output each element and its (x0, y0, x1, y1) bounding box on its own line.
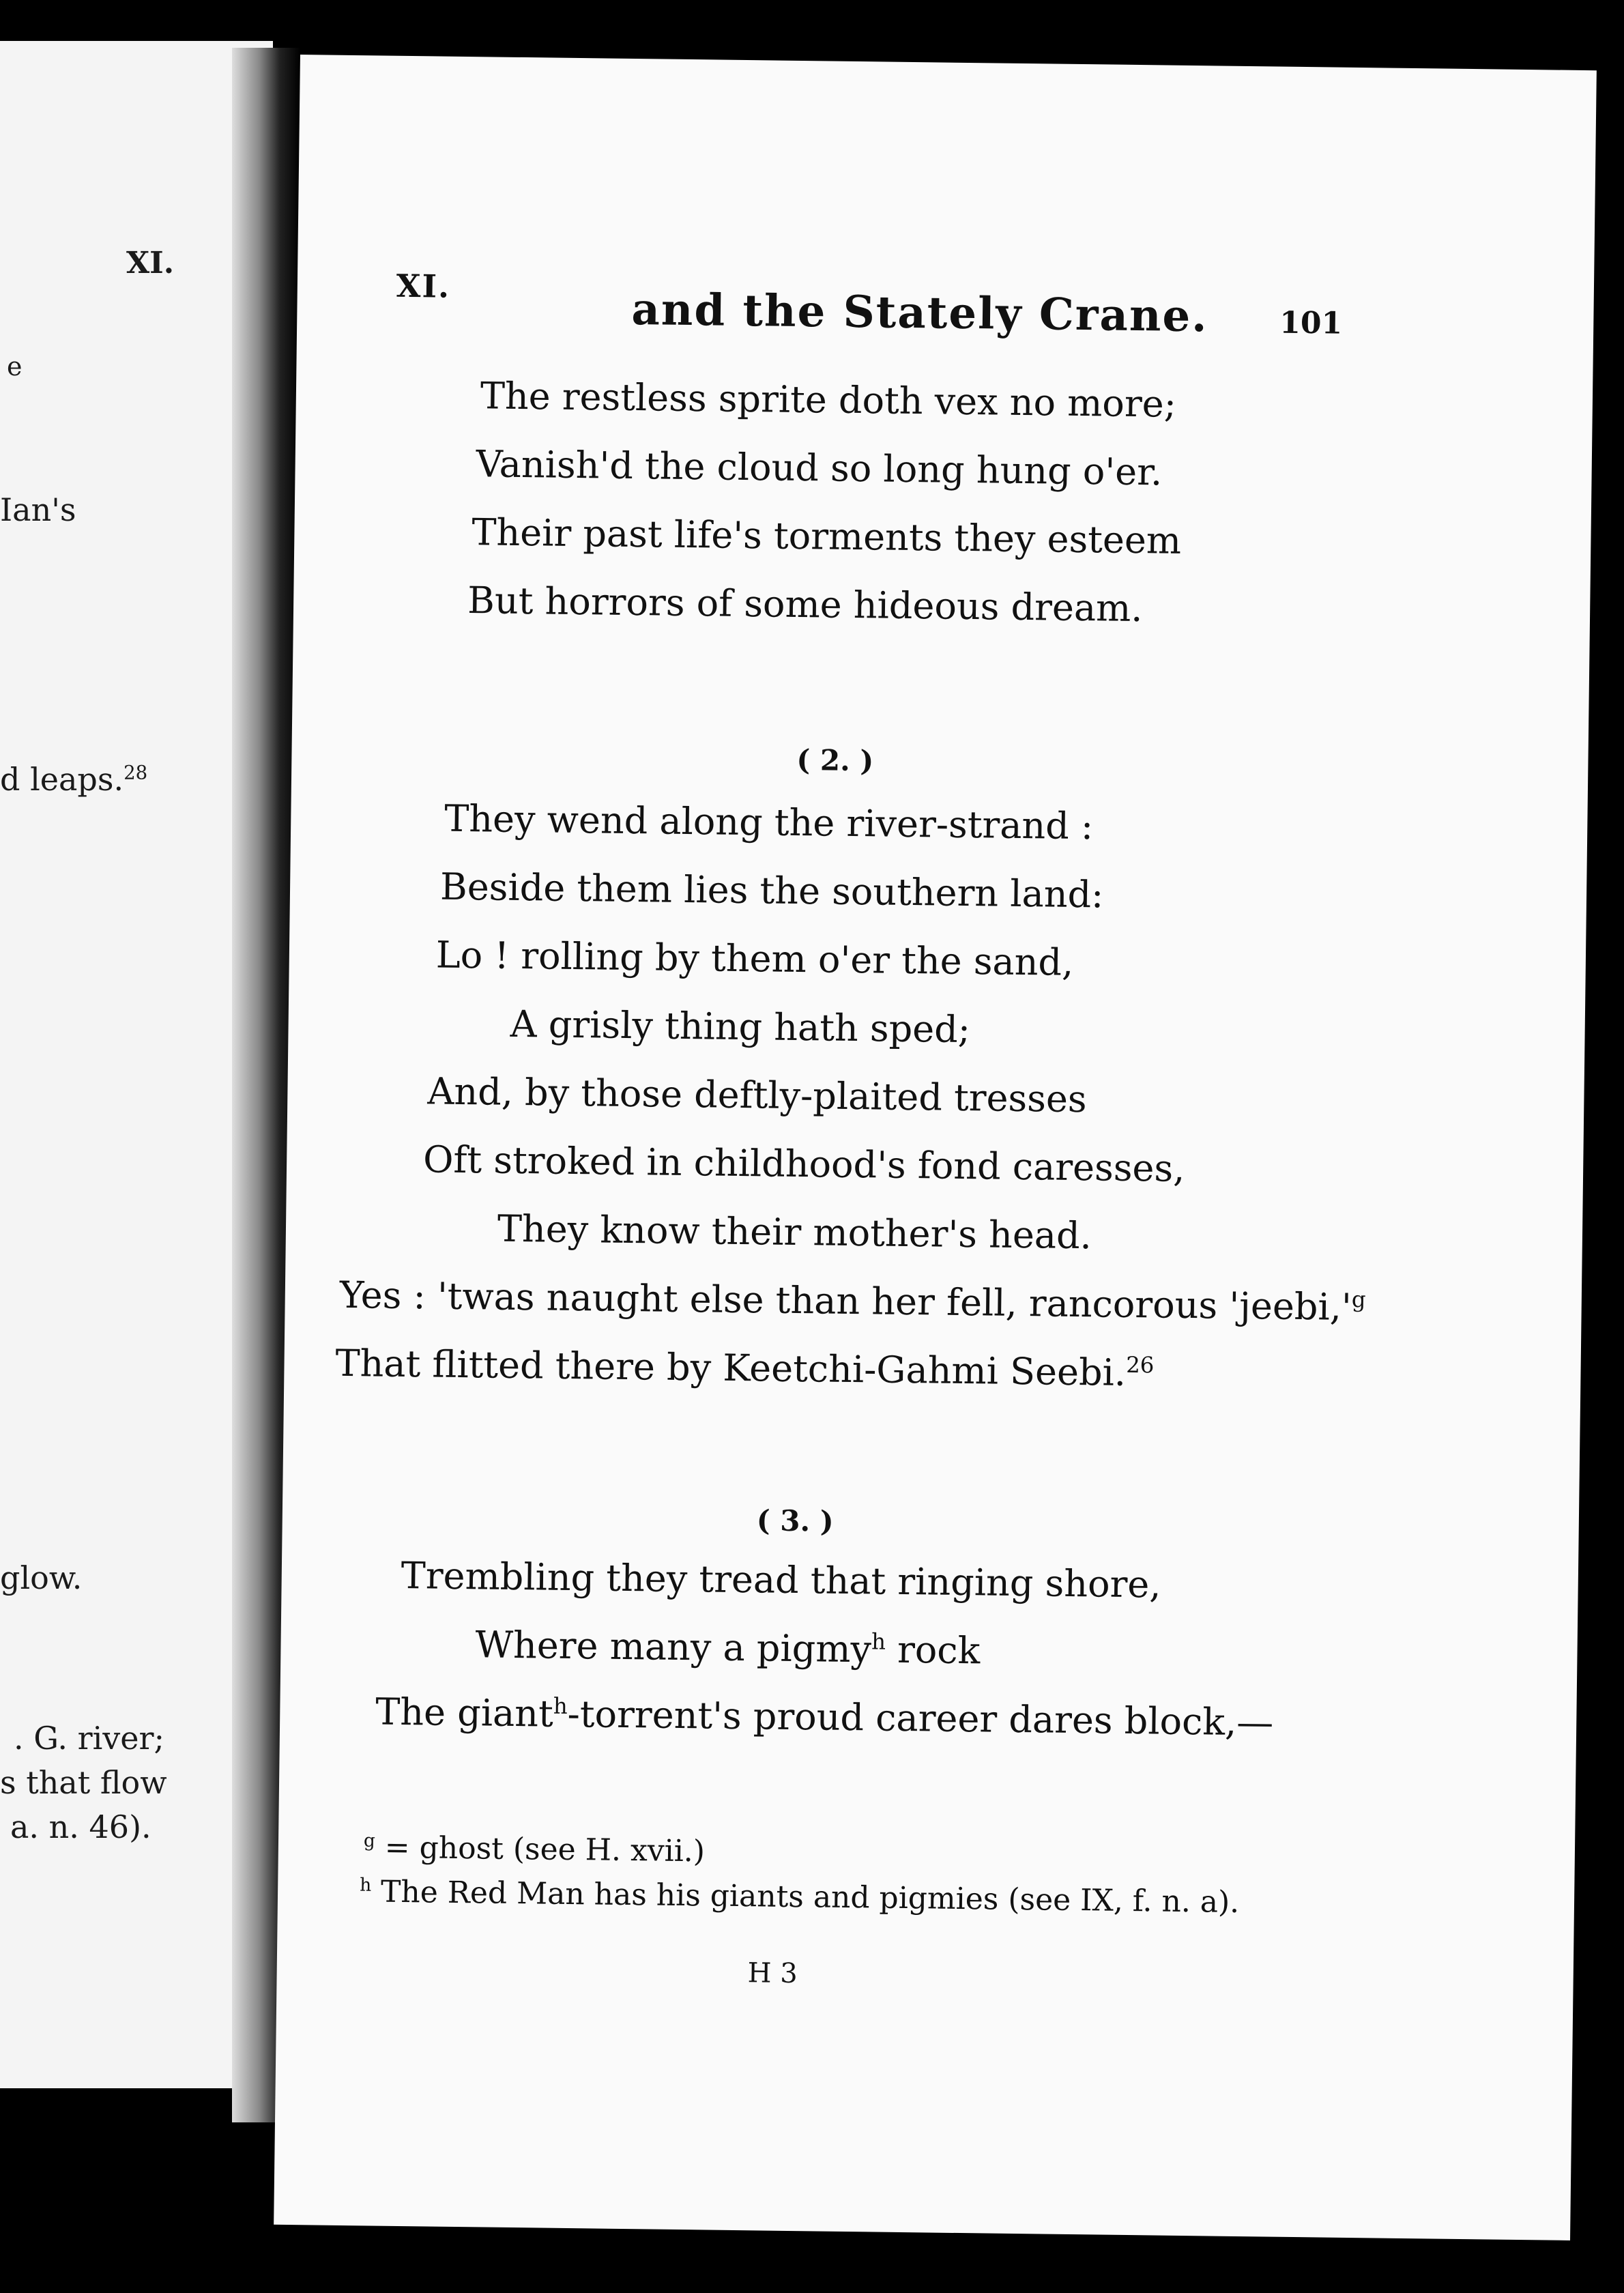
footnote-g (364, 1830, 706, 1869)
verse-line: A grisly thing hath sped; (510, 1002, 971, 1052)
verse-text: Yes : 'twas naught else than her fell, rancorous 'jeebi,' (339, 1273, 1352, 1329)
verse-line: And, by those deftly-plaited tresses (427, 1069, 1088, 1121)
verse-line: Lo ! rolling by them o'er the sand, (435, 933, 1074, 984)
verse-line: They wend along the river-strand : (444, 796, 1094, 848)
verse-line: The restless sprite doth vex no more; (480, 374, 1177, 426)
verse-line: Oft stroked in childhood's fond caresses, (422, 1138, 1185, 1190)
left-fragment-text: d leaps. (0, 761, 124, 798)
verse-text: The giant (375, 1690, 554, 1735)
verse-line: Beside them lies the southern land: (439, 865, 1104, 917)
verse-line (375, 1690, 1274, 1744)
left-fragment: Ian's (0, 491, 76, 528)
footnote-mark: h (360, 1874, 372, 1896)
left-fragment (0, 761, 147, 798)
verse-text: rock (885, 1628, 981, 1673)
left-fragment: . G. river; (14, 1720, 164, 1757)
left-header-numeral: XI. (126, 246, 175, 280)
footnote-text: The Red Man has his giants and pigmies (see IX, f. n. a). (371, 1874, 1240, 1920)
verse-line (339, 1273, 1365, 1329)
footnote-ref: 26 (1125, 1351, 1155, 1379)
verse-line: But horrors of some hideous dream. (467, 579, 1143, 631)
verse-line: Trembling they tread that ringing shore, (401, 1553, 1161, 1606)
left-fragment: a. n. 46). (10, 1808, 151, 1845)
section-number: ( 2. ) (796, 742, 874, 778)
footnote-ref: 28 (124, 761, 148, 784)
footnote-ref: g (1351, 1286, 1366, 1313)
verse-text: Where many a pigmy (475, 1623, 872, 1671)
footnote-ref: h (553, 1692, 568, 1719)
header-numeral: XI. (396, 267, 451, 305)
verse-text: That flitted there by Keetchi-Gahmi Seebi. (335, 1341, 1127, 1394)
footnote-h (360, 1874, 1240, 1920)
verse-text: -torrent's proud career dares block,— (567, 1692, 1274, 1744)
signature-mark: H 3 (747, 1957, 798, 1990)
verse-line: Their past life's torments they esteem (472, 510, 1182, 562)
left-fragment: glow. (0, 1559, 83, 1596)
footnote-mark: g (363, 1830, 376, 1851)
footnote-text: = ghost (see H. xvii.) (375, 1830, 706, 1869)
verse-line: They know their mother's head. (497, 1207, 1092, 1258)
verse-line (335, 1342, 1154, 1395)
verse-line (475, 1623, 981, 1672)
section-number: ( 3. ) (756, 1503, 834, 1538)
page-title: and the Stately Crane. (631, 283, 1208, 343)
footnote-ref: h (871, 1628, 886, 1655)
page-number: 101 (1279, 305, 1343, 341)
right-page (274, 55, 1597, 2240)
verse-line: Vanish'd the cloud so long hung o'er. (476, 442, 1163, 494)
left-fragment: s that flow (0, 1764, 167, 1801)
left-fragment: e (7, 351, 23, 381)
